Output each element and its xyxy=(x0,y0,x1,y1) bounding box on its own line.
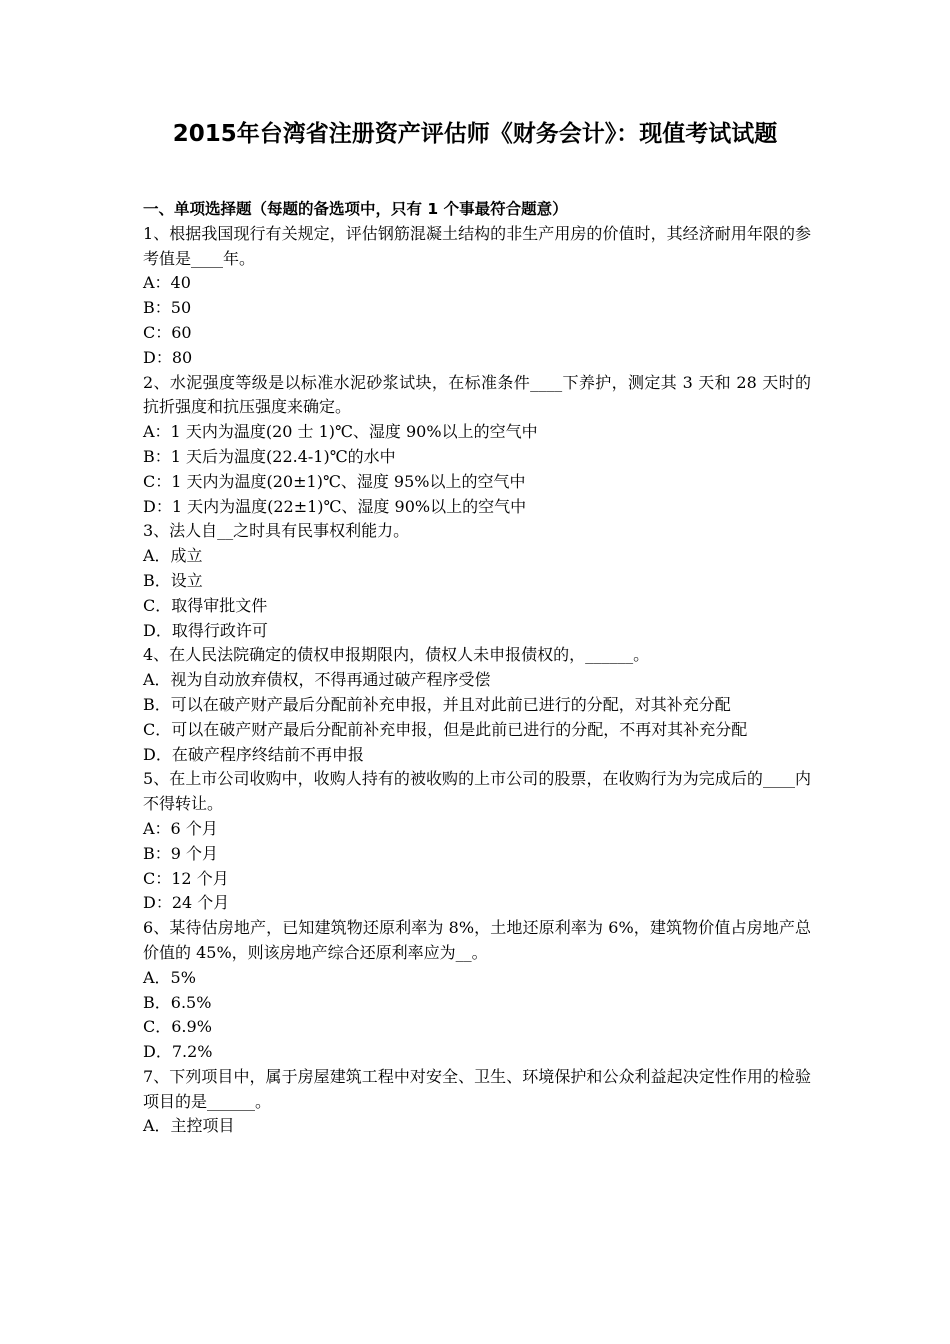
option-a: A：40 xyxy=(143,273,191,293)
option-b: B：50 xyxy=(143,298,192,318)
document-body xyxy=(143,197,811,1139)
question-3 xyxy=(143,519,811,643)
option-b: B：9 个月 xyxy=(143,843,219,863)
option-c: C：1 天内为温度(20±1)℃、湿度 95%以上的空气中 xyxy=(143,471,526,491)
question-text: 2、水泥强度等级是以标准水泥砂浆试块，在标准条件____下养护，测定其 3 天和 28 天时的抗折强度和抗压强度来确定。 xyxy=(143,372,811,417)
option-a: A．成立 xyxy=(143,546,203,566)
option-b: B．可以在破产财产最后分配前补充申报，并且对此前已进行的分配，对其补充分配 xyxy=(143,694,731,714)
option-c: C：60 xyxy=(143,322,192,342)
option-a: A．5% xyxy=(143,967,196,987)
option-d: D：1 天内为温度(22±1)℃、湿度 90%以上的空气中 xyxy=(143,496,527,516)
option-a: A．主控项目 xyxy=(143,1116,235,1136)
option-c: C．可以在破产财产最后分配前补充申报，但是此前已进行的分配，不再对其补充分配 xyxy=(143,719,748,739)
option-c: C：12 个月 xyxy=(143,868,229,888)
option-b: B．6.5% xyxy=(143,992,212,1012)
option-d: D：80 xyxy=(143,347,193,367)
option-c: C．取得审批文件 xyxy=(143,595,268,615)
section-heading: 一、单项选择题（每题的备选项中，只有 1 个事最符合题意） xyxy=(143,200,568,218)
option-a: A：6 个月 xyxy=(143,818,218,838)
option-d: D．取得行政许可 xyxy=(143,620,268,640)
option-b: B：1 天后为温度(22.4-1)℃的水中 xyxy=(143,446,396,466)
document-title: 2015年台湾省注册资产评估师《财务会计》：现值考试试题 xyxy=(172,121,778,147)
question-6 xyxy=(143,916,811,1065)
option-c: C．6.9% xyxy=(143,1017,212,1037)
option-d: D．7.2% xyxy=(143,1042,213,1062)
question-7 xyxy=(143,1065,811,1139)
question-1 xyxy=(143,222,811,371)
option-a: A．视为自动放弃债权，不得再通过破产程序受偿 xyxy=(143,670,491,690)
option-d: D：24 个月 xyxy=(143,893,230,913)
option-b: B．设立 xyxy=(143,570,203,590)
question-text: 3、法人自__之时具有民事权利能力。 xyxy=(143,521,410,541)
question-text: 1、根据我国现行有关规定，评估钢筋混凝土结构的非生产用房的价值时，其经济耐用年限的参考值是____年。 xyxy=(143,223,811,268)
option-a: A：1 天内为温度(20 士 1)℃、湿度 90%以上的空气中 xyxy=(143,422,538,442)
question-5 xyxy=(143,767,811,916)
question-text: 4、在人民法院确定的债权申报期限内，债权人未申报债权的，______。 xyxy=(143,645,650,665)
option-d: D．在破产程序终结前不再申报 xyxy=(143,744,364,764)
question-text: 7、下列项目中，属于房屋建筑工程中对安全、卫生、环境保护和公众利益起决定性作用的检验项目的是______。 xyxy=(143,1066,811,1111)
question-text: 5、在上市公司收购中，收购人持有的被收购的上市公司的股票，在收购行为为完成后的____内不得转让。 xyxy=(143,769,811,814)
question-4 xyxy=(143,643,811,767)
question-2 xyxy=(143,371,811,520)
question-text: 6、某待估房地产，已知建筑物还原利率为 8%，土地还原利率为 6%，建筑物价值占房地产总价值的 45%，则该房地产综合还原利率应为__。 xyxy=(143,918,811,962)
